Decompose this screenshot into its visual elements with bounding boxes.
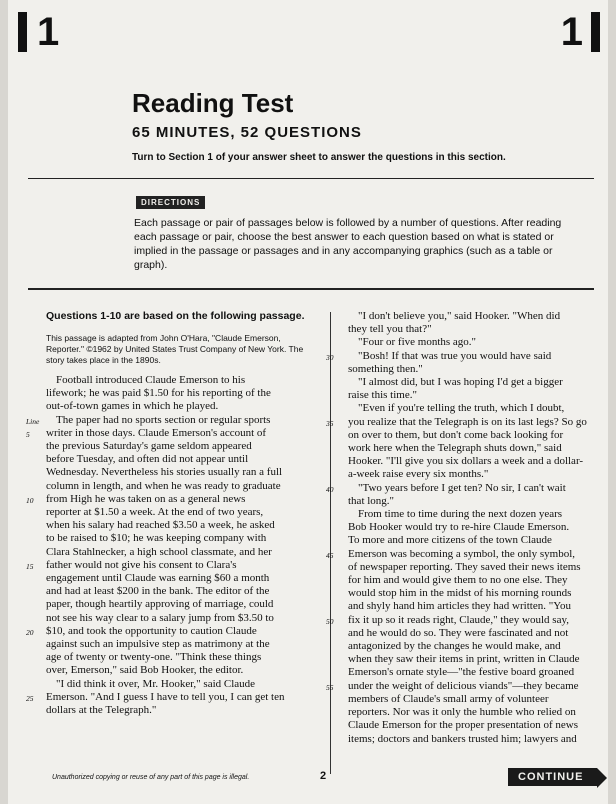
test-page [8, 0, 608, 804]
passage-line: Emerson's ornate style—"the festive board groaned [348, 666, 575, 679]
line-number: 45 [326, 550, 334, 560]
passage-line: for him and would give them to no one else. They [348, 574, 568, 587]
line-number: 15 [26, 561, 34, 571]
passage-line: under the weight of delicious viands"—they became 55 [348, 680, 598, 693]
passage-line: something then." [348, 362, 423, 375]
line-number: Line [26, 416, 40, 426]
passage-line: against such an impulsive step as matrimony at the [46, 638, 270, 651]
line-number: 35 [326, 418, 334, 428]
copyright-notice: Unauthorized copying or reuse of any part of this page is illegal. [52, 774, 250, 781]
passage-line: To more and more citizens of the town Claude [348, 534, 552, 547]
passage-right-column [326, 310, 598, 746]
passage-line: paper, though heartily approving of marriage, could [46, 598, 274, 611]
section-number-right: 1 [561, 12, 600, 52]
passage-line: of newspaper reporting. They saved their news items [348, 560, 581, 573]
line-number: 50 [326, 616, 334, 626]
passage-line: out-of-town games in which he played. [46, 400, 219, 413]
passage-line: and had at least $200 in the bank. The editor of the [46, 585, 270, 598]
line-number: 55 [326, 682, 334, 692]
passage-line: engagement until Claude was earning $60 a month [46, 572, 270, 585]
directions-divider [28, 288, 594, 290]
passage-line: they tell you that?" [348, 323, 432, 336]
passage-line: lifework; he was paid $1.50 for his reporting of the [46, 387, 271, 400]
passage-line: reporter at $1.50 a week. At the end of two years, [46, 506, 264, 519]
passage-line: from High he was taken on as a general news 10 [46, 493, 308, 506]
passage-right-lines [326, 310, 598, 746]
passage-intro: This passage is adapted from John O'Hara, "Claude Emerson, Reporter." ©1962 by United States Trust Company of New York. The story takes place in the 1890s. [46, 333, 304, 365]
column-divider [330, 312, 331, 774]
passage-line: Claude Emerson for the proper presentation of news [348, 719, 579, 732]
passage-line: the previous Saturday's game seldom appeared [46, 440, 252, 453]
passage-line: "I don't believe you," said Hooker. "When did [358, 310, 561, 322]
directions-label: DIRECTIONS [136, 196, 205, 209]
passage-line: Clara Stahlnecker, a high school classmate, and her [46, 545, 272, 558]
passage-line: and he would do so. They were fascinated and not [348, 626, 569, 639]
passage-line: Football introduced Claude Emerson to his [56, 374, 246, 386]
passage-line: and shyly hand him articles they had written. "You [348, 600, 572, 613]
passage-line: reporters. Nor was it only the humble who relied on [348, 706, 576, 719]
passage-line: raise this time." [348, 389, 417, 402]
line-number: 40 [326, 484, 334, 494]
passage-line: Hooker. "I'll give you six dollars a week and a dollar- [348, 455, 584, 468]
passage-line: "Two years before I get ten? No sir, I can't wait 40 [348, 482, 598, 495]
passage-line: The paper had no sports section or regular sports Line [46, 414, 308, 427]
passage-line: Bob Hooker would try to re-hire Claude Emerson. [348, 521, 570, 534]
passage-line: antagonized by the changes he would make, and [348, 640, 561, 653]
passage-line: writer in those days. Claude Emerson's account of 5 [46, 427, 308, 440]
passage-line: Emerson. "And I guess I have to tell you, I can get ten 25 [46, 691, 308, 704]
passage-line: age of twenty or twenty-one. "Think these things [46, 651, 262, 664]
passage-line: a-week raise every six months." [348, 468, 489, 481]
passage-line: $10, and took the opportunity to caution Claude 20 [46, 625, 308, 638]
passage-left-lines [26, 374, 308, 717]
page-title: Reading Test [132, 88, 294, 118]
line-number: 30 [326, 352, 334, 362]
passage-line: over, Emerson," said Bob Hooker, the editor. [46, 664, 244, 677]
passage-line: fix it up so it reads right, Claude," they would say, 50 [348, 614, 598, 627]
passage-line: work here when the Telegraph shuts down," said [348, 442, 562, 455]
passage-line: on over to them, but don't come back looking for [348, 428, 564, 441]
passage-line: dollars at the Telegraph." [46, 704, 157, 717]
line-number: 20 [26, 627, 34, 637]
line-number: 5 [26, 429, 30, 439]
section-number-left: 1 [18, 12, 59, 52]
passage-line: "I did think it over, Mr. Hooker," said Claude [56, 677, 256, 690]
passage-line: items; doctors and bankers trusted him; lawyers and [348, 732, 577, 745]
passage-line: would stop him in the midst of his morning rounds [348, 587, 572, 600]
header-divider [28, 178, 594, 179]
page-number: 2 [320, 770, 327, 782]
passage-line: that long." [348, 494, 395, 507]
passage-line: father would not give his consent to Clara's 15 [46, 559, 308, 572]
passage-line: not see his way clear to a salary jump from $3.50 to [46, 611, 274, 624]
passage-line: "I almost did, but I was hoping I'd get a bigger [358, 376, 563, 389]
passage-line: when they saw their items in print, written in Claude [348, 653, 580, 666]
passage-line: "Bosh! If that was true you would have said 30 [348, 350, 598, 363]
passage-line: to be raised to $10; he was keeping company with [46, 532, 267, 545]
passage-line: From time to time during the next dozen years [358, 508, 563, 521]
passage-line: Emerson was becoming a symbol, the only symbol, 45 [348, 548, 598, 561]
passage-left-column [26, 310, 308, 717]
section-instruction: Turn to Section 1 of your answer sheet to answer the questions in this section. [132, 152, 506, 163]
line-number: 10 [26, 495, 34, 505]
passage-line: column in length, and when he was ready to graduate [46, 479, 281, 492]
questions-heading: Questions 1-10 are based on the following passage. [46, 310, 305, 322]
continue-button[interactable]: CONTINUE [508, 768, 597, 786]
passage-line: members of Claude's small army of volunteer [348, 692, 549, 705]
passage-line: Wednesday. Nevertheless his stories usually ran a full [46, 466, 283, 479]
passage-line: when his salary had reached $3.50 a week, he asked [46, 519, 275, 532]
page-subtitle: 65 MINUTES, 52 QUESTIONS [132, 124, 362, 141]
passage-line: before Tuesday, and often did not appear until [46, 453, 249, 466]
passage-line: you realize that the Telegraph is on its last legs? So go 35 [348, 416, 598, 429]
passage-line: "Four or five months ago." [358, 336, 477, 349]
passage-line: "Even if you're telling the truth, which I doubt, [358, 402, 565, 415]
line-number: 25 [26, 693, 34, 703]
directions-text: Each passage or pair of passages below is followed by a number of questions. After reading each passage or pair, choose the best answer to each question based on what is stated or implied in the passage or passages and in any accompanying graphics (such as a table or graph). [134, 217, 562, 271]
